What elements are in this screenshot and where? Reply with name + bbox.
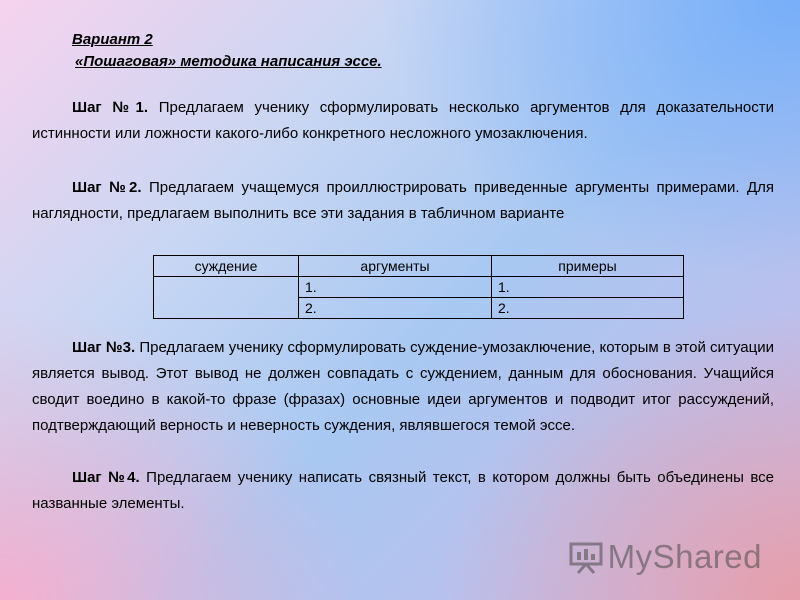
step-3-label: Шаг №3. bbox=[72, 339, 136, 356]
step-4-paragraph bbox=[32, 465, 774, 517]
table-cell: 2. bbox=[492, 298, 684, 319]
step-4-text: Предлагаем ученику написать связный текст, в котором должны быть объединены все названные элементы. bbox=[32, 469, 775, 512]
variant-title: Вариант 2 bbox=[72, 31, 153, 48]
table-header-cell: примеры bbox=[492, 256, 684, 277]
table-cell: 1. bbox=[299, 277, 492, 298]
table-cell: 2. bbox=[299, 298, 492, 319]
step-4-label: Шаг №4. bbox=[72, 469, 140, 486]
watermark-text: MyShared bbox=[607, 538, 762, 575]
table-cell bbox=[154, 277, 299, 319]
step-3-text: Предлагаем ученику сформулировать суждение-умозаключение, которым в этой ситуации является вывод. Этот вывод не должен совпадать с суждением, данным для обоснования. Учащийся сводит воедино в какой-то фразе (фразах) основные идеи аргументов и подводит итог рассуждений, подтверждающий верность и неверность суждения, являвшегося темой эссе. bbox=[32, 339, 774, 434]
step-2-paragraph bbox=[32, 175, 774, 227]
step-1-paragraph bbox=[32, 95, 774, 147]
table-header-cell: аргументы bbox=[299, 256, 492, 277]
table-header-cell: суждение bbox=[154, 256, 299, 277]
argument-table bbox=[153, 255, 684, 319]
table-cell: 1. bbox=[492, 277, 684, 298]
step-2-text: Предлагаем учащемуся проиллюстрировать приведенные аргументы примерами. Для наглядности, предлагаем выполнить все эти задания в табличном варианте bbox=[32, 179, 775, 222]
table-header-row bbox=[154, 256, 684, 277]
step-1-text: Предлагаем ученику сформулировать несколько аргументов для доказательности истинности или ложности какого-либо конкретного несложного умозаключения. bbox=[32, 99, 774, 142]
step-2-label: Шаг №2. bbox=[72, 179, 142, 196]
step-1-label: Шаг №1. bbox=[72, 99, 149, 116]
method-title: «Пошаговая» методика написания эссе. bbox=[75, 53, 382, 70]
step-3-paragraph bbox=[32, 335, 774, 439]
watermark bbox=[568, 538, 762, 576]
table-row bbox=[154, 277, 684, 298]
presentation-board-icon bbox=[568, 540, 604, 574]
